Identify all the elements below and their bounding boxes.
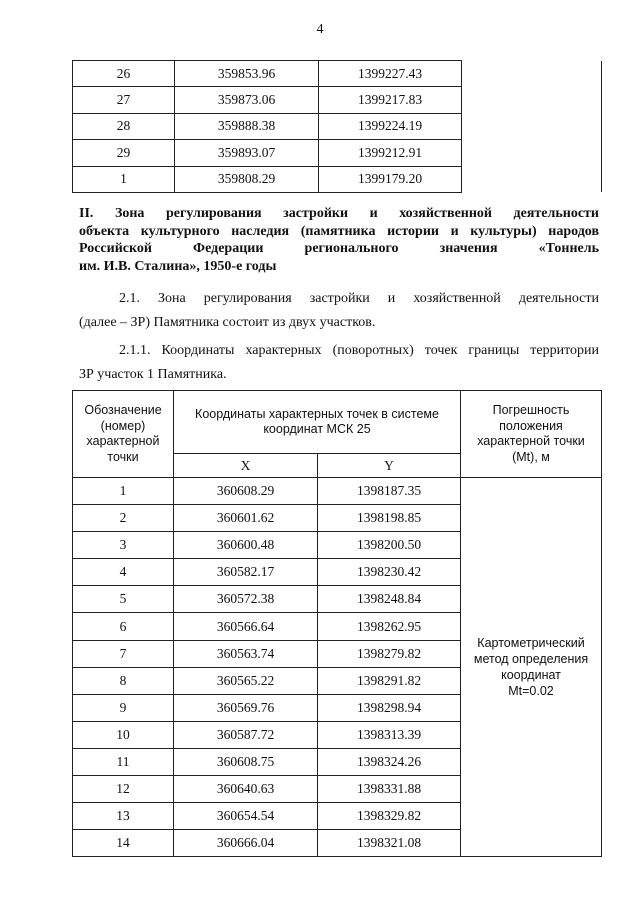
method-note-line: метод определения — [473, 652, 589, 667]
x-coordinate-cell: 360582.17 — [174, 559, 318, 586]
point-number-cell: 7 — [73, 640, 174, 667]
paragraph-line: 2.1. Зона регулирования застройки и хозяйственной деятельности — [119, 291, 599, 306]
y-coordinate-cell: 1398298.94 — [318, 694, 461, 721]
method-note-line: Картометрический — [477, 636, 585, 651]
table-row — [73, 113, 602, 139]
y-coordinate-cell: 1398198.85 — [318, 505, 461, 532]
point-number-cell: 11 — [73, 748, 174, 775]
point-number-cell: 2 — [73, 505, 174, 532]
x-coordinate-cell: 360654.54 — [174, 803, 318, 830]
header-line: характерной — [86, 434, 160, 448]
header-line: Обозначение — [84, 403, 162, 417]
y-coordinate-cell: 1398329.82 — [318, 803, 461, 830]
x-coordinate-cell: 359808.29 — [175, 166, 319, 192]
x-coordinate-cell: 360569.76 — [174, 694, 318, 721]
x-coordinate-cell: 360640.63 — [174, 776, 318, 803]
header-line: точки — [107, 449, 139, 464]
paragraph-line: 2.1.1. Координаты характерных (поворотных) точек границы территории — [119, 343, 599, 358]
y-coordinate-cell: 1398230.42 — [318, 559, 461, 586]
header-line: положения — [499, 418, 563, 433]
table-row — [73, 140, 602, 166]
paragraph-line: ЗР участок 1 Памятника. — [79, 367, 227, 382]
x-coordinate-cell: 360566.64 — [174, 613, 318, 640]
heading-line: им. И.В. Сталина», 1950-е годы — [79, 258, 277, 274]
point-number-cell: 8 — [73, 667, 174, 694]
point-number-cell: 13 — [73, 803, 174, 830]
point-number-cell: 10 — [73, 721, 174, 748]
y-coordinate-cell: 1398291.82 — [318, 667, 461, 694]
top-coordinates-table — [72, 60, 602, 193]
header-line: координат МСК 25 — [263, 422, 371, 436]
point-number-cell: 27 — [73, 87, 175, 113]
y-coordinate-cell: 1398248.84 — [318, 586, 461, 613]
table-row — [73, 166, 602, 192]
x-coordinate-cell: 360563.74 — [174, 640, 318, 667]
page-number: 4 — [316, 22, 324, 37]
y-coordinate-cell: 1399224.19 — [319, 113, 462, 139]
point-number-cell: 29 — [73, 140, 175, 166]
point-number-cell: 26 — [73, 61, 175, 87]
x-column-header: X — [174, 454, 318, 478]
point-number-cell: 3 — [73, 532, 174, 559]
y-coordinate-cell: 1398262.95 — [318, 613, 461, 640]
x-coordinate-cell: 360600.48 — [174, 532, 318, 559]
zone-coordinates-table — [72, 390, 602, 857]
header-line: (номер) — [100, 418, 146, 433]
heading-line: Российской Федерации регионального значения «Тоннель — [79, 241, 599, 256]
error-cell — [462, 166, 602, 192]
y-column-header: Y — [318, 454, 461, 478]
point-number-cell: 28 — [73, 113, 175, 139]
x-coordinate-cell: 360565.22 — [174, 667, 318, 694]
x-coordinate-cell: 359888.38 — [175, 113, 319, 139]
heading-line: II. Зона регулирования застройки и хозяйственной деятельности — [79, 206, 599, 221]
method-note-cell — [461, 478, 602, 857]
x-coordinate-cell: 360587.72 — [174, 721, 318, 748]
table-row — [73, 478, 602, 505]
paragraph-2-1-1 — [79, 339, 599, 387]
y-coordinate-cell: 1398187.35 — [318, 478, 461, 505]
y-coordinate-cell: 1398279.82 — [318, 640, 461, 667]
x-coordinate-cell: 359873.06 — [175, 87, 319, 113]
error-header — [461, 391, 602, 478]
paragraph-line: (далее – ЗР) Памятника состоит из двух участков. — [79, 315, 376, 330]
error-cell — [462, 87, 602, 113]
header-line: (Mt), м — [512, 449, 550, 464]
x-coordinate-cell: 360608.75 — [174, 748, 318, 775]
method-note-line: Mt=0.02 — [508, 684, 554, 699]
point-number-cell: 12 — [73, 776, 174, 803]
header-line: Погрешность — [492, 403, 570, 417]
point-number-cell: 1 — [73, 166, 175, 192]
point-number-cell: 14 — [73, 830, 174, 857]
section-heading — [79, 205, 599, 275]
coordinates-header — [174, 391, 461, 454]
point-number-cell: 1 — [73, 478, 174, 505]
y-coordinate-cell: 1398331.88 — [318, 776, 461, 803]
point-number-cell: 9 — [73, 694, 174, 721]
paragraph-2-1 — [79, 287, 599, 335]
y-coordinate-cell: 1398200.50 — [318, 532, 461, 559]
table-row — [73, 61, 602, 87]
point-number-header — [73, 391, 174, 478]
heading-line: объекта культурного наследия (памятника истории и культуры) народов — [79, 223, 599, 239]
x-coordinate-cell: 359853.96 — [175, 61, 319, 87]
x-coordinate-cell: 360572.38 — [174, 586, 318, 613]
error-cell — [462, 61, 602, 87]
y-coordinate-cell: 1399212.91 — [319, 140, 462, 166]
error-cell — [462, 140, 602, 166]
point-number-cell: 4 — [73, 559, 174, 586]
x-coordinate-cell: 360666.04 — [174, 830, 318, 857]
x-coordinate-cell: 359893.07 — [175, 140, 319, 166]
table-row — [73, 87, 602, 113]
x-coordinate-cell: 360608.29 — [174, 478, 318, 505]
y-coordinate-cell: 1398324.26 — [318, 748, 461, 775]
header-line: Координаты характерных точек в системе — [195, 406, 439, 421]
y-coordinate-cell: 1398321.08 — [318, 830, 461, 857]
point-number-cell: 5 — [73, 586, 174, 613]
y-coordinate-cell: 1399227.43 — [319, 61, 462, 87]
x-coordinate-cell: 360601.62 — [174, 505, 318, 532]
y-coordinate-cell: 1399217.83 — [319, 87, 462, 113]
method-note-line: координат — [501, 668, 561, 683]
error-cell — [462, 113, 602, 139]
y-coordinate-cell: 1399179.20 — [319, 166, 462, 192]
y-coordinate-cell: 1398313.39 — [318, 721, 461, 748]
point-number-cell: 6 — [73, 613, 174, 640]
header-line: характерной точки — [477, 434, 585, 448]
